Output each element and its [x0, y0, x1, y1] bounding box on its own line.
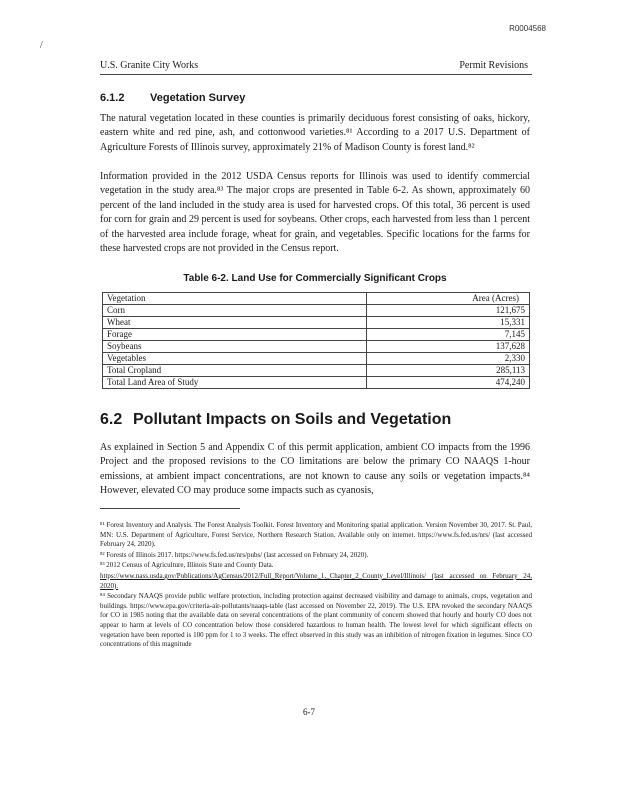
row-label: Soybeans: [103, 341, 367, 353]
row-label: Wheat: [103, 317, 367, 329]
row-label: Corn: [103, 305, 367, 317]
footnote-82: ⁸² Forests of Illinois 2017. https://www.fs.fed.us/nrs/pubs/ (last accessed on February 24, 2020).: [100, 550, 369, 559]
footnote-83: ⁸³ 2012 Census of Agriculture, Illinois State and County Data.: [100, 561, 274, 570]
table-row: [103, 377, 530, 389]
table-title: Table 6-2. Land Use for Commercially Significant Crops: [183, 273, 447, 284]
paragraph-vegetation: The natural vegetation located in these counties is primarily deciduous forest consisting of oaks, hickory, eastern white and red pine, ash, and cottonwood varieties.⁸¹ According to a 2017 U.S. Department of Agriculture Forests of Illinois survey, approximately 21% of Madison County is forest land.⁸²: [100, 113, 530, 153]
row-value: 285,113: [367, 365, 530, 377]
footnote-84: ⁸⁴ Secondary NAAQS provide public welfare protection, including protection against decreased visibility and damage to animals, crops, vegetation and buildings. https://www.epa.gov/criteria-air-pollutants/naaqs-table (last accessed on November 22, 2019). The U.S. EPA revoked the secondary NAAQS for CO in 1985 noting that the available data on several concentrations of the plant community of concern showed that hourly and hourly CO does not appear to harm at levels of CO concentration below those considered hazardous to human health. The lowest level for which significant effects on vegetation have been reported is 100 ppm for 1 to 3 weeks. The effect observed in this study was an inhibition of nitrogen fixation in legumes. Since CO concentrations of this magnitude: [100, 592, 532, 649]
footnote-83-link[interactable]: https://www.nass.usda.gov/Publications/AgCensus/2012/Full_Report/Volume_1,_Chapter_2_County_Level/Illinois/ (last accessed on February 24, 2020).: [100, 571, 532, 590]
table-row: [103, 341, 530, 353]
row-label: Forage: [103, 329, 367, 341]
row-value: 15,331: [367, 317, 530, 329]
paragraph-pollutant-impacts: As explained in Section 5 and Appendix C of this permit application, ambient CO impacts from the 1996 Project and the proposed revisions to the CO limitations are below the primary CO NAAQS 1-hour emissions, at ambient impact concentrations, are not known to cause any soils or vegetation impacts.⁸⁴ However, elevated CO may produce some impacts such as cyanosis,: [100, 442, 530, 497]
bates-number: R0004568: [509, 24, 546, 33]
row-value: 121,675: [367, 305, 530, 317]
header-left: U.S. Granite City Works: [100, 60, 199, 71]
margin-mark: /: [40, 40, 43, 51]
section-number: 6.1.2: [100, 92, 125, 104]
table-row: [103, 329, 530, 341]
table-row: [103, 305, 530, 317]
row-value: 7,145: [367, 329, 530, 341]
table-row: [103, 317, 530, 329]
row-label: Total Cropland: [103, 365, 367, 377]
table-row: [103, 365, 530, 377]
table-header-row: [103, 293, 530, 305]
section-title: Vegetation Survey: [150, 92, 246, 104]
section-2-number: 6.2: [100, 411, 123, 428]
page-number: 6-7: [303, 707, 315, 717]
row-label: Total Land Area of Study: [103, 377, 367, 389]
column-header-vegetation: Vegetation: [103, 293, 367, 305]
section-2-title: Pollutant Impacts on Soils and Vegetation: [133, 411, 452, 428]
row-label: Vegetables: [103, 353, 367, 365]
row-value: 2,330: [367, 353, 530, 365]
land-use-table: [102, 292, 530, 389]
column-header-area: Area (Acres): [367, 293, 530, 305]
footnote-81: ⁸¹ Forest Inventory and Analysis. The Forest Analysis Toolkit. Forest Inventory and Monitoring spatial application. Version November 30, 2017. St. Paul, MN: U.S. Department of Agriculture, Forest Service, Northern Research Station. Available only on internet. https://www.fs.fed.us/nrs/ (last accessed February 24, 2020).: [100, 521, 532, 549]
header-right: Permit Revisions: [459, 60, 528, 71]
row-value: 137,628: [367, 341, 530, 353]
table-row: [103, 353, 530, 365]
header-rule: [100, 74, 532, 75]
footnote-separator: [100, 508, 240, 509]
row-value: 474,240: [367, 377, 530, 389]
paragraph-census: Information provided in the 2012 USDA Census reports for Illinois was used to identify commercial vegetation in the study area.⁸³ The major crops are presented in Table 6-2. As shown, approximately 60 percent of the land included in the study area is used for harvested crops. Of this total, 36 percent is used for corn for grain and 29 percent is used for soybeans. Other crops, each harvested from less than 1 percent of the harvested area include forage, wheat for grain, and vegetables. Specific locations for the farms for these harvested crops are not provided in the Census report.: [100, 171, 530, 255]
footnotes: [100, 521, 532, 651]
